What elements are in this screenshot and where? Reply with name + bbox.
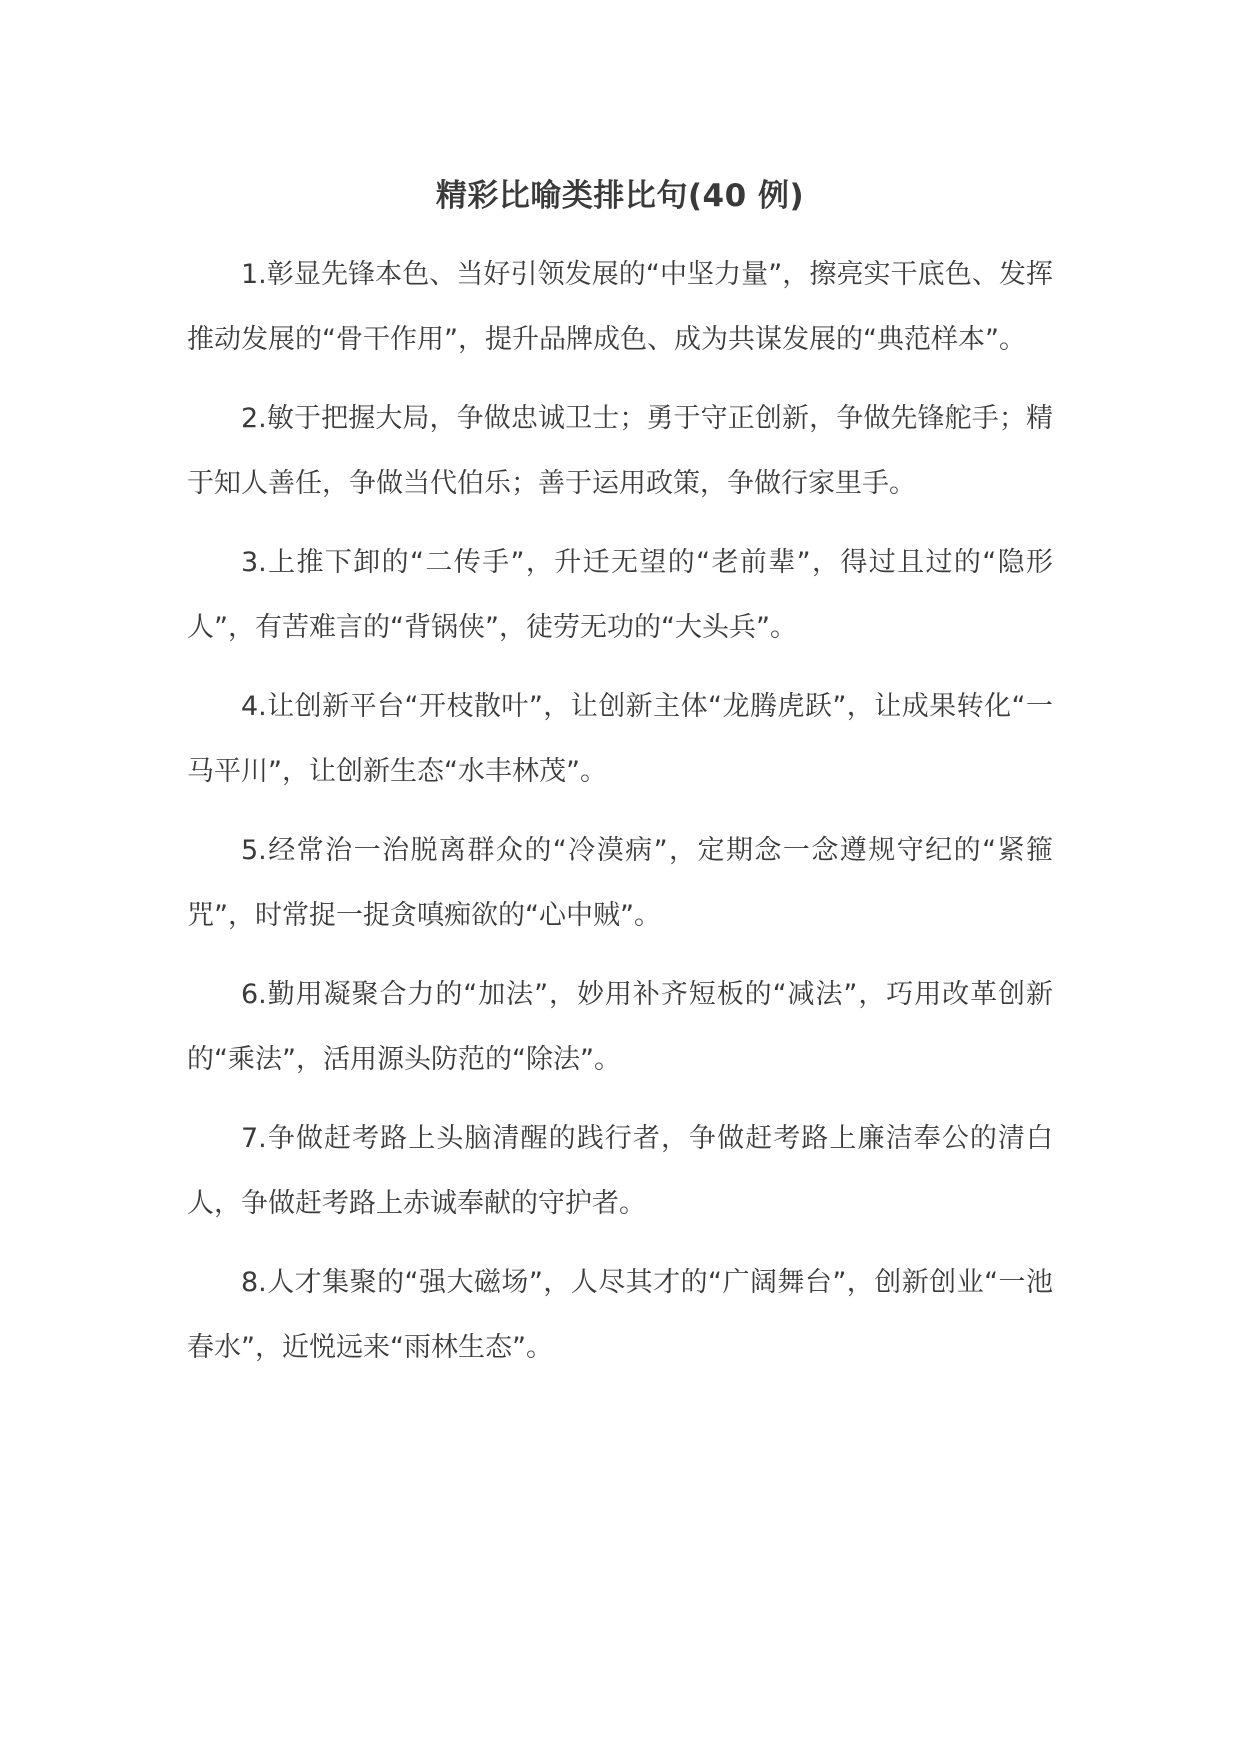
paragraph-4: 4.让创新平台“开枝散叶”，让创新主体“龙腾虎跃”，让成果转化“一马平川”，让创新生态“水丰林茂”。 — [187, 691, 1053, 787]
paragraph-1: 1.彰显先锋本色、当好引领发展的“中坚力量”，擦亮实干底色、发挥推动发展的“骨干作用”，提升品牌成色、成为共谋发展的“典范样本”。 — [187, 259, 1053, 355]
paragraph-7: 7.争做赶考路上头脑清醒的践行者，争做赶考路上廉洁奉公的清白人，争做赶考路上赤诚奉献的守护者。 — [187, 1123, 1053, 1219]
paragraph-2: 2.敏于把握大局，争做忠诚卫士；勇于守正创新，争做先锋舵手；精于知人善任，争做当代伯乐；善于运用政策，争做行家里手。 — [187, 403, 1053, 499]
paragraph-3: 3.上推下卸的“二传手”，升迁无望的“老前辈”，得过且过的“隐形人”，有苦难言的“背锅侠”，徒劳无功的“大头兵”。 — [187, 547, 1053, 643]
paragraph-8: 8.人才集聚的“强大磁场”，人尽其才的“广阔舞台”，创新创业“一池春水”，近悦远来“雨林生态”。 — [187, 1267, 1053, 1363]
document-title: 精彩比喻类排比句(40 例) — [435, 178, 805, 214]
paragraph-5: 5.经常治一治脱离群众的“冷漠病”，定期念一念遵规守纪的“紧箍咒”，时常捉一捉贪嗔痴欲的“心中贼”。 — [187, 835, 1053, 931]
paragraph-6: 6.勤用凝聚合力的“加法”，妙用补齐短板的“减法”，巧用改革创新的“乘法”，活用源头防范的“除法”。 — [187, 979, 1053, 1075]
document-body — [187, 166, 1053, 1380]
